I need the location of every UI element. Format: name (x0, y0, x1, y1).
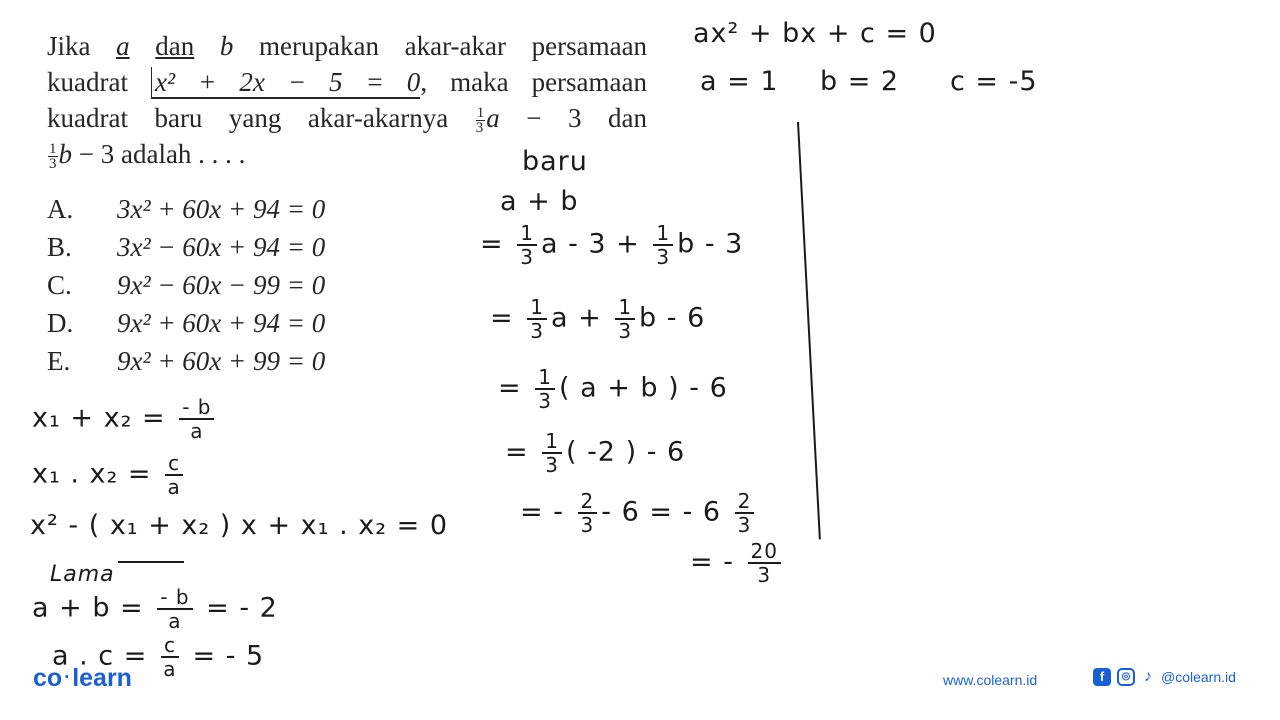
num: 2 (578, 490, 598, 514)
hw-underline (118, 561, 184, 563)
social-handle[interactable]: @colearn.id (1161, 669, 1236, 685)
hw-general-equation: ax² + bx + c = 0 (693, 18, 937, 49)
hw-coef-b: b = 2 (820, 66, 900, 97)
hw-coef-a: a = 1 (700, 66, 779, 97)
hw-frac (535, 366, 555, 412)
hw-step-5 (520, 490, 758, 536)
frac-den: 3 (49, 156, 57, 173)
instagram-icon[interactable]: ◎ (1117, 668, 1135, 686)
lhs: a + b = (32, 592, 144, 624)
den: a (163, 657, 177, 681)
num: c (161, 634, 179, 658)
line4-suffix: − 3 adalah . . . . (72, 139, 246, 169)
frac-den: 3 (475, 120, 484, 137)
option-text: 9x² − 60x − 99 = 0 (117, 270, 326, 300)
den: 3 (538, 389, 552, 413)
hw-frac (748, 540, 781, 586)
eq-sign: = - (520, 496, 564, 528)
hw-frac (165, 452, 183, 498)
num: 2 (735, 490, 755, 514)
question-line-1 (47, 28, 647, 64)
step-post: ( -2 ) - 6 (565, 436, 686, 468)
logo-learn: learn (72, 664, 132, 692)
option-text: 9x² + 60x + 94 = 0 (117, 308, 326, 338)
word-jika: Jika (47, 31, 91, 61)
den: 3 (656, 245, 671, 269)
hw-vieta-product (32, 452, 187, 498)
line2-suffix: , maka persamaan (420, 67, 647, 97)
hw-step-3 (498, 366, 728, 412)
var-a: a (116, 31, 130, 61)
hw-coef-c: c = -5 (950, 66, 1038, 97)
step-mid: - 6 = - 6 (601, 496, 722, 528)
num: 1 (535, 366, 555, 390)
var-a-2: a (486, 103, 500, 133)
line3-suffix: − 3 dan (499, 103, 647, 133)
answer-options (47, 190, 325, 380)
colearn-logo[interactable] (33, 664, 132, 693)
option-label: D. (47, 308, 74, 338)
line1-rest: merupakan akar-akar persamaan (259, 31, 648, 61)
value: = - 2 (206, 592, 278, 624)
hw-vieta-sum (32, 396, 218, 442)
value: = - 5 (192, 640, 265, 672)
frac-num: 1 (476, 105, 485, 122)
hw-frac (542, 430, 562, 476)
den: 3 (737, 513, 752, 537)
line3-prefix: kuadrat baru yang akar-akarnya (47, 103, 475, 133)
hw-frac (179, 396, 214, 442)
num: c (165, 452, 183, 476)
hw-frac (161, 634, 179, 680)
num: 20 (748, 540, 781, 564)
word-dan: dan (155, 31, 195, 61)
option-label: C. (47, 270, 72, 300)
hw-frac (653, 222, 673, 268)
divider-line (797, 122, 821, 540)
facebook-icon[interactable]: f (1093, 668, 1111, 686)
den: 3 (757, 563, 772, 587)
lhs: x₁ + x₂ = (32, 402, 166, 434)
den: 3 (520, 245, 534, 269)
option-text: 3x² − 60x + 94 = 0 (117, 232, 326, 262)
step-mid: a - 3 + (540, 228, 640, 260)
lhs: a . c = (52, 640, 148, 672)
tiktok-icon[interactable]: ♪ (1144, 668, 1152, 685)
hw-lama: Lama (50, 562, 115, 587)
num: 1 (527, 296, 547, 320)
hw-step-1 (480, 222, 743, 268)
hw-baru: baru (522, 146, 588, 177)
hw-frac (157, 586, 192, 632)
hw-quadratic-form: x² - ( x₁ + x₂ ) x + x₁ . x₂ = 0 (30, 510, 449, 541)
den: 3 (580, 513, 595, 537)
step-post: b - 6 (639, 302, 706, 334)
den: 3 (530, 319, 544, 343)
step-post: b - 3 (677, 228, 744, 260)
eq-sign: = (498, 372, 522, 404)
question-line-2 (47, 64, 647, 100)
num: - b (157, 586, 192, 610)
option-d[interactable] (47, 304, 325, 342)
eq-sign: = (490, 302, 514, 334)
option-text: 3x² + 60x + 94 = 0 (117, 194, 326, 224)
step-post: ( a + b ) - 6 (558, 372, 728, 404)
hw-frac (735, 490, 755, 536)
den: 3 (545, 453, 559, 477)
hw-frac (517, 222, 537, 268)
hw-frac (527, 296, 547, 342)
website-link[interactable]: www.colearn.id (943, 672, 1038, 688)
den: a (168, 609, 182, 633)
fraction-one-third-b (48, 142, 58, 171)
hw-frac (578, 490, 598, 536)
logo-co: co (33, 664, 63, 692)
option-e[interactable] (47, 342, 325, 380)
lhs: x₁ . x₂ = (32, 458, 152, 490)
den: 3 (618, 319, 633, 343)
den: a (190, 419, 204, 443)
option-a[interactable] (47, 190, 325, 228)
num: 1 (653, 222, 673, 246)
den: a (167, 475, 181, 499)
quadratic-equation: x² + 2x − 5 = 0 (151, 67, 420, 99)
option-label: B. (47, 232, 72, 262)
fraction-one-third (476, 106, 486, 135)
hw-step-2 (490, 296, 705, 342)
logo-dot: · (64, 667, 71, 687)
var-b-2: b (58, 139, 72, 169)
eq-sign: = - (690, 546, 734, 578)
hw-frac (615, 296, 635, 342)
hw-lama-sum (32, 586, 278, 632)
option-text: 9x² + 60x + 99 = 0 (117, 346, 326, 376)
num: 1 (615, 296, 635, 320)
eq-sign: = (480, 228, 504, 260)
option-b[interactable] (47, 228, 325, 266)
num: 1 (517, 222, 537, 246)
line2-prefix: kuadrat (47, 67, 151, 97)
hw-step-6 (690, 540, 785, 586)
hw-step-4 (505, 430, 685, 476)
social-links (1093, 668, 1236, 686)
option-label: E. (47, 346, 71, 376)
frac-num: 1 (49, 141, 57, 158)
var-b: b (219, 31, 234, 61)
option-c[interactable] (47, 266, 325, 304)
question-line-3 (47, 100, 647, 136)
eq-sign: = (505, 436, 529, 468)
num: 1 (542, 430, 562, 454)
hw-sum-label: a + b (500, 186, 579, 217)
num: - b (179, 396, 214, 420)
option-label: A. (47, 194, 74, 224)
step-mid: a + (550, 302, 602, 334)
